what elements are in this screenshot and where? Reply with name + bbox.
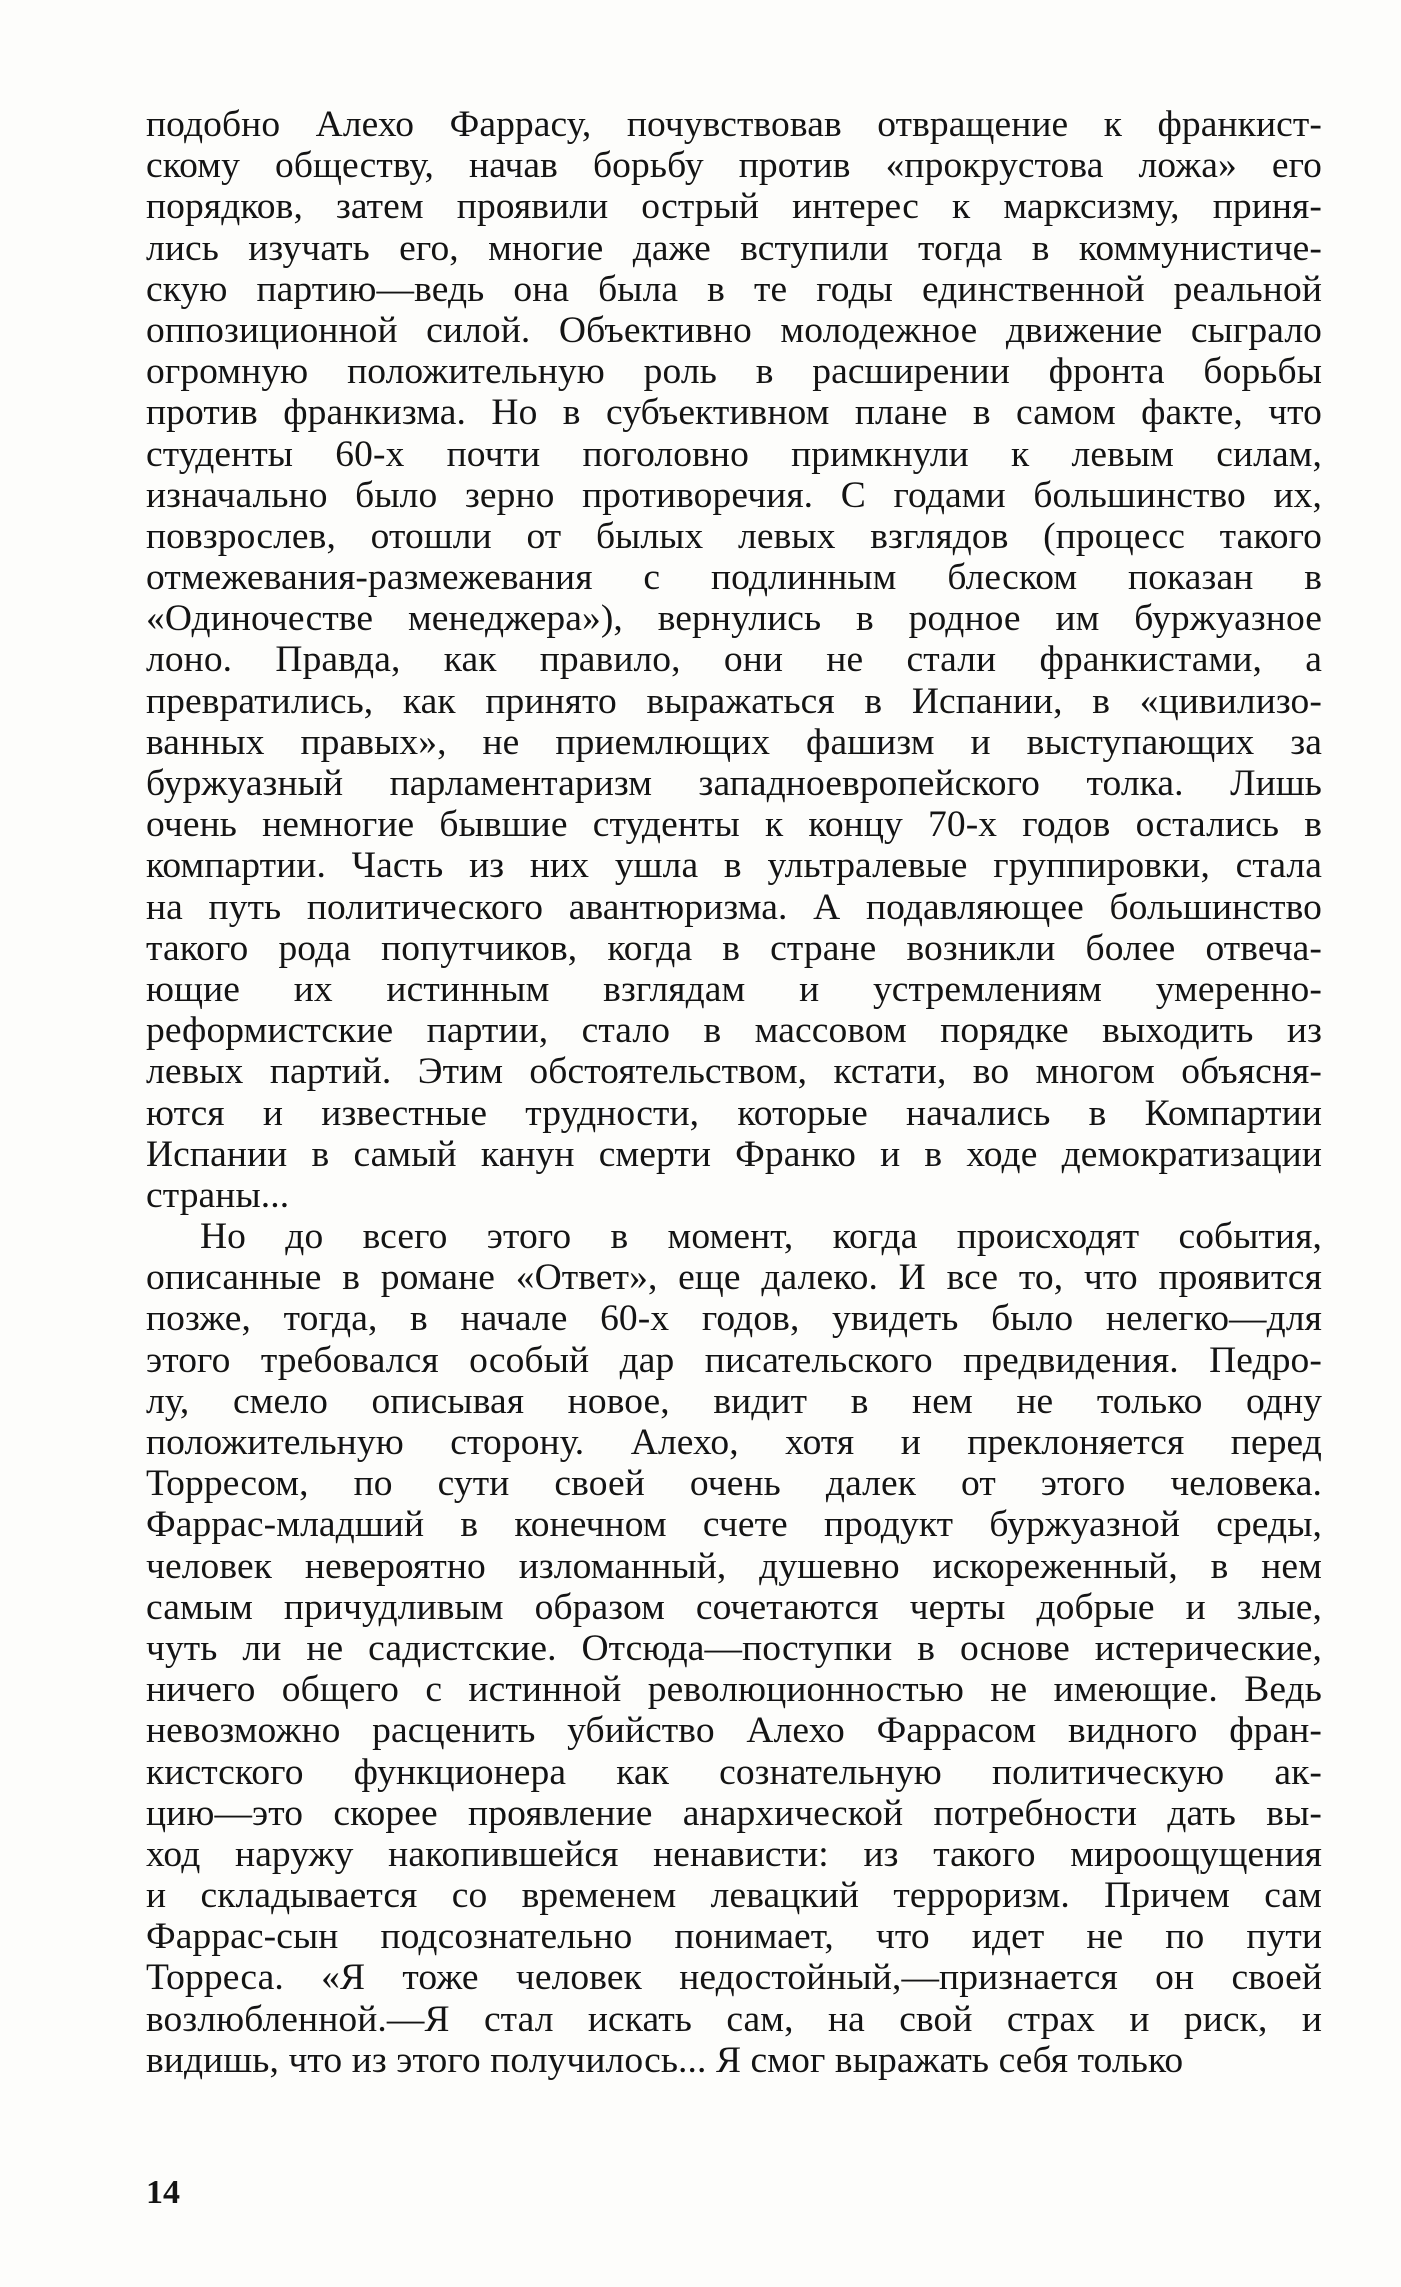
text-line: скую партию—ведь она была в те годы единственной реальной <box>146 268 1322 310</box>
text-line: компартии. Часть из них ушла в ультралевые группировки, стала <box>146 845 1322 887</box>
text-line: Но до всего этого в момент, когда происходят события, <box>200 1216 1322 1258</box>
paragraph-1 <box>146 104 1322 1216</box>
text-line: буржуазный парламентаризм западноевропейского толка. Лишь <box>146 763 1322 804</box>
text-line: этого требовался особый дар писательского предвидения. Педро- <box>146 1339 1322 1381</box>
text-line: чуть ли не садистские. Отсюда—поступки в основе истерические, <box>146 1627 1322 1669</box>
text-line: возлюбленной.—Я стал искать сам, на свой страх и риск, и <box>146 1998 1322 2040</box>
text-line: студенты 60-х почти поголовно примкнули к левым силам, <box>146 433 1322 475</box>
text-line: левых партий. Этим обстоятельством, кстати, во многом объясня- <box>146 1051 1322 1093</box>
text-line: оппозиционной силой. Объективно молодежное движение сыграло <box>146 309 1322 351</box>
text-line: отмежевания-размежевания с подлинным блеском показан в <box>146 557 1322 599</box>
body-text <box>146 104 1322 2081</box>
text-line: скому обществу, начав борьбу против «прокрустова ложа» его <box>146 145 1322 187</box>
text-line: Торреса. «Я тоже человек недостойный,—признается он своей <box>146 1957 1322 1999</box>
text-line: такого рода попутчиков, когда в стране возникли более отвеча- <box>146 927 1322 969</box>
text-line: против франкизма. Но в субъективном плане в самом факте, что <box>146 392 1322 434</box>
text-line: подобно Алехо Фаррасу, почувствовав отвращение к франкист- <box>146 104 1322 145</box>
text-line: страны... <box>146 1174 290 1216</box>
text-line: описанные в романе «Ответ», еще далеко. И все то, что проявится <box>146 1257 1322 1299</box>
text-line: ничего общего с истинной революционностью не имеющие. Ведь <box>146 1669 1322 1711</box>
text-line: человек невероятно изломанный, душевно искореженный, в нем <box>146 1545 1322 1587</box>
text-line: лись изучать его, многие даже вступили тогда в коммунистиче- <box>146 227 1322 269</box>
text-line: самым причудливым образом сочетаются черты добрые и злые, <box>146 1586 1322 1628</box>
paragraph-2 <box>146 1216 1322 2081</box>
text-line: «Одиночестве менеджера»), вернулись в родное им буржуазное <box>146 598 1322 640</box>
page-number: 14 <box>146 2174 180 2211</box>
text-line: ющие их истинным взглядам и устремлениям умеренно- <box>146 968 1322 1010</box>
text-line: огромную положительную роль в расширении фронта борьбы <box>146 351 1322 393</box>
text-line: Торресом, по сути своей очень далек от этого человека. <box>146 1463 1322 1505</box>
text-line: положительную сторону. Алехо, хотя и преклоняется перед <box>146 1422 1322 1463</box>
text-line: кистского функционера как сознательную политическую ак- <box>146 1751 1322 1793</box>
text-line: позже, тогда, в начале 60-х годов, увидеть было нелегко—для <box>146 1298 1322 1340</box>
text-line: очень немногие бывшие студенты к концу 70-х годов остались в <box>146 804 1322 846</box>
text-line: превратились, как принято выражаться в Испании, в «цивилизо- <box>146 680 1322 722</box>
text-line: ванных правых», не приемлющих фашизм и выступающих за <box>146 721 1322 763</box>
text-line: реформистские партии, стало в массовом порядке выходить из <box>146 1010 1322 1052</box>
text-line: на путь политического авантюризма. А подавляющее большинство <box>146 886 1322 928</box>
text-line: цию—это скорее проявление анархической потребности дать вы- <box>146 1792 1322 1834</box>
text-line: повзрослев, отошли от былых левых взглядов (процесс такого <box>146 515 1322 557</box>
text-line: ются и известные трудности, которые начались в Компартии <box>146 1092 1322 1134</box>
text-line: лу, смело описывая новое, видит в нем не только одну <box>146 1380 1322 1422</box>
text-line: ход наружу накопившейся ненависти: из такого мироощущения <box>146 1833 1322 1875</box>
text-line: лоно. Правда, как правило, они не стали франкистами, а <box>146 639 1322 681</box>
text-line: порядков, затем проявили острый интерес к марксизму, приня- <box>146 186 1322 228</box>
text-line: невозможно расценить убийство Алехо Фаррасом видного фран- <box>146 1710 1322 1752</box>
text-line: Испании в самый канун смерти Франко и в ходе демократизации <box>146 1133 1322 1175</box>
text-line: изначально было зерно противоречия. С годами большинство их, <box>146 474 1322 516</box>
text-line: видишь, что из этого получилось... Я смог выражать себя только <box>146 2039 1184 2081</box>
text-line: Фаррас-младший в конечном счете продукт буржуазной среды, <box>146 1504 1322 1546</box>
text-line: и складывается со временем левацкий терроризм. Причем сам <box>146 1875 1322 1917</box>
text-line: Фаррас-сын подсознательно понимает, что идет не по пути <box>146 1916 1322 1958</box>
